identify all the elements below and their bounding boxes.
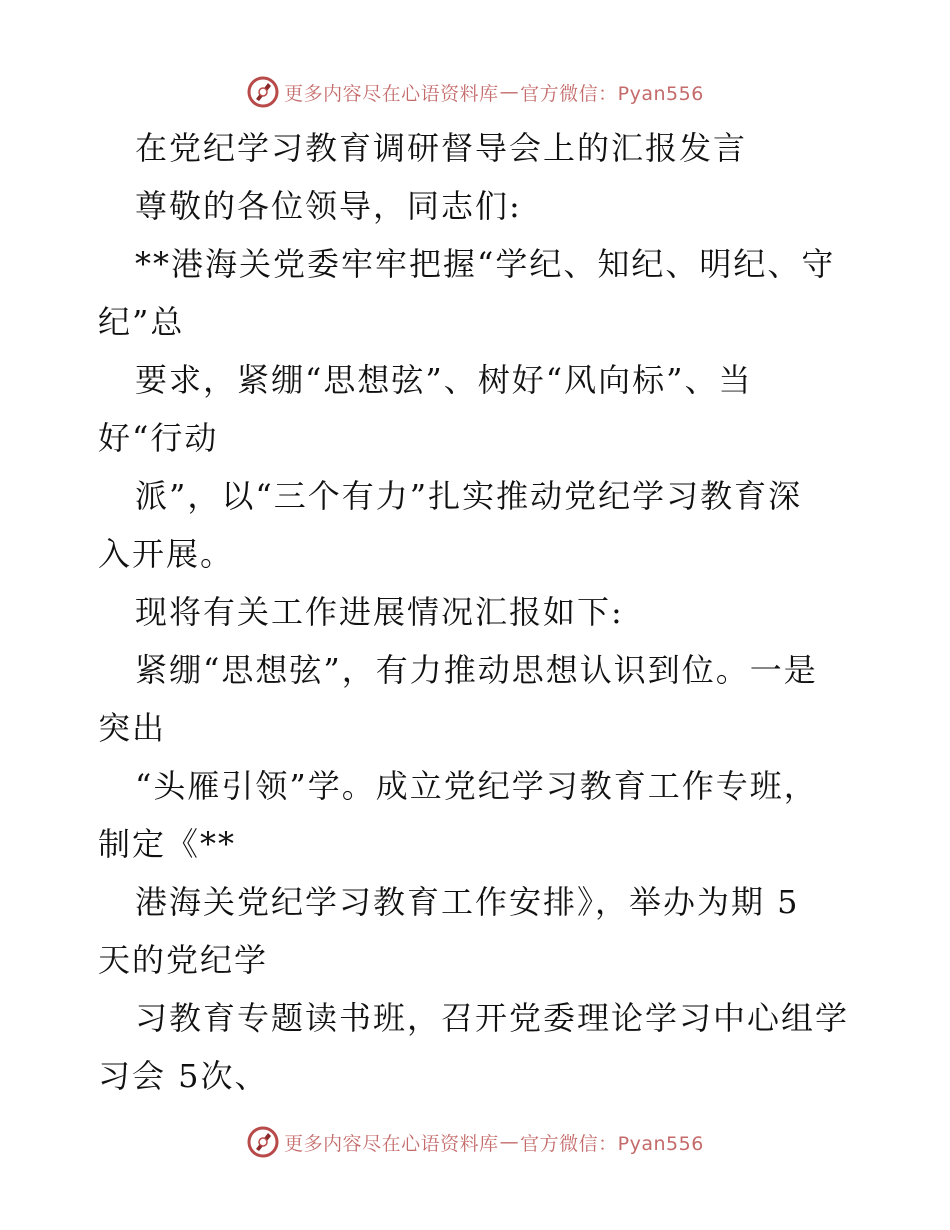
body-line: 制定《** xyxy=(98,825,237,863)
body-line: “头雁引领”学。成立党纪学习教育工作专班， xyxy=(135,767,818,805)
body-line: 派”，以“三个有力”扎实推动党纪学习教育深 xyxy=(135,477,803,515)
header-watermark xyxy=(0,70,950,114)
watermark-dash: — xyxy=(499,1131,520,1153)
brand-logo-icon xyxy=(246,75,280,109)
salutation: 尊敬的各位领导，同志们: xyxy=(135,187,522,225)
body-line: 习会 5次、 xyxy=(98,1057,269,1095)
brand-logo-icon xyxy=(246,1125,280,1159)
body-line: 天的党纪学 xyxy=(98,941,269,979)
watermark-contact-text: 官方微信：Pyan556 xyxy=(520,1132,704,1155)
document-title: 在党纪学习教育调研督导会上的汇报发言 xyxy=(135,129,748,167)
watermark-site-text: 更多内容尽在心语资料库 xyxy=(284,1132,499,1155)
body-line: 好“行动 xyxy=(98,419,219,457)
body-line: 纪”总 xyxy=(98,303,185,341)
watermark-site-text: 更多内容尽在心语资料库 xyxy=(284,82,499,105)
body-line: 突出 xyxy=(98,709,167,747)
body-line: 习教育专题读书班，召开党委理论学习中心组学 xyxy=(135,999,850,1037)
footer-watermark xyxy=(0,1120,950,1164)
watermark-contact-text: 官方微信：Pyan556 xyxy=(520,82,704,105)
body-line: 港海关党纪学习教育工作安排》，举办为期 5 xyxy=(135,883,800,921)
section-heading-line: 紧绷“思想弦”，有力推动思想认识到位。一是 xyxy=(135,651,818,689)
body-line: **港海关党委牢牢把握“学纪、知纪、明纪、守 xyxy=(135,245,836,283)
body-line: 现将有关工作进展情况汇报如下: xyxy=(135,593,624,631)
body-line: 入开展。 xyxy=(98,535,235,573)
watermark-dash: — xyxy=(499,81,520,103)
body-line: 要求，紧绷“思想弦”、树好“风向标”、当 xyxy=(135,361,753,399)
